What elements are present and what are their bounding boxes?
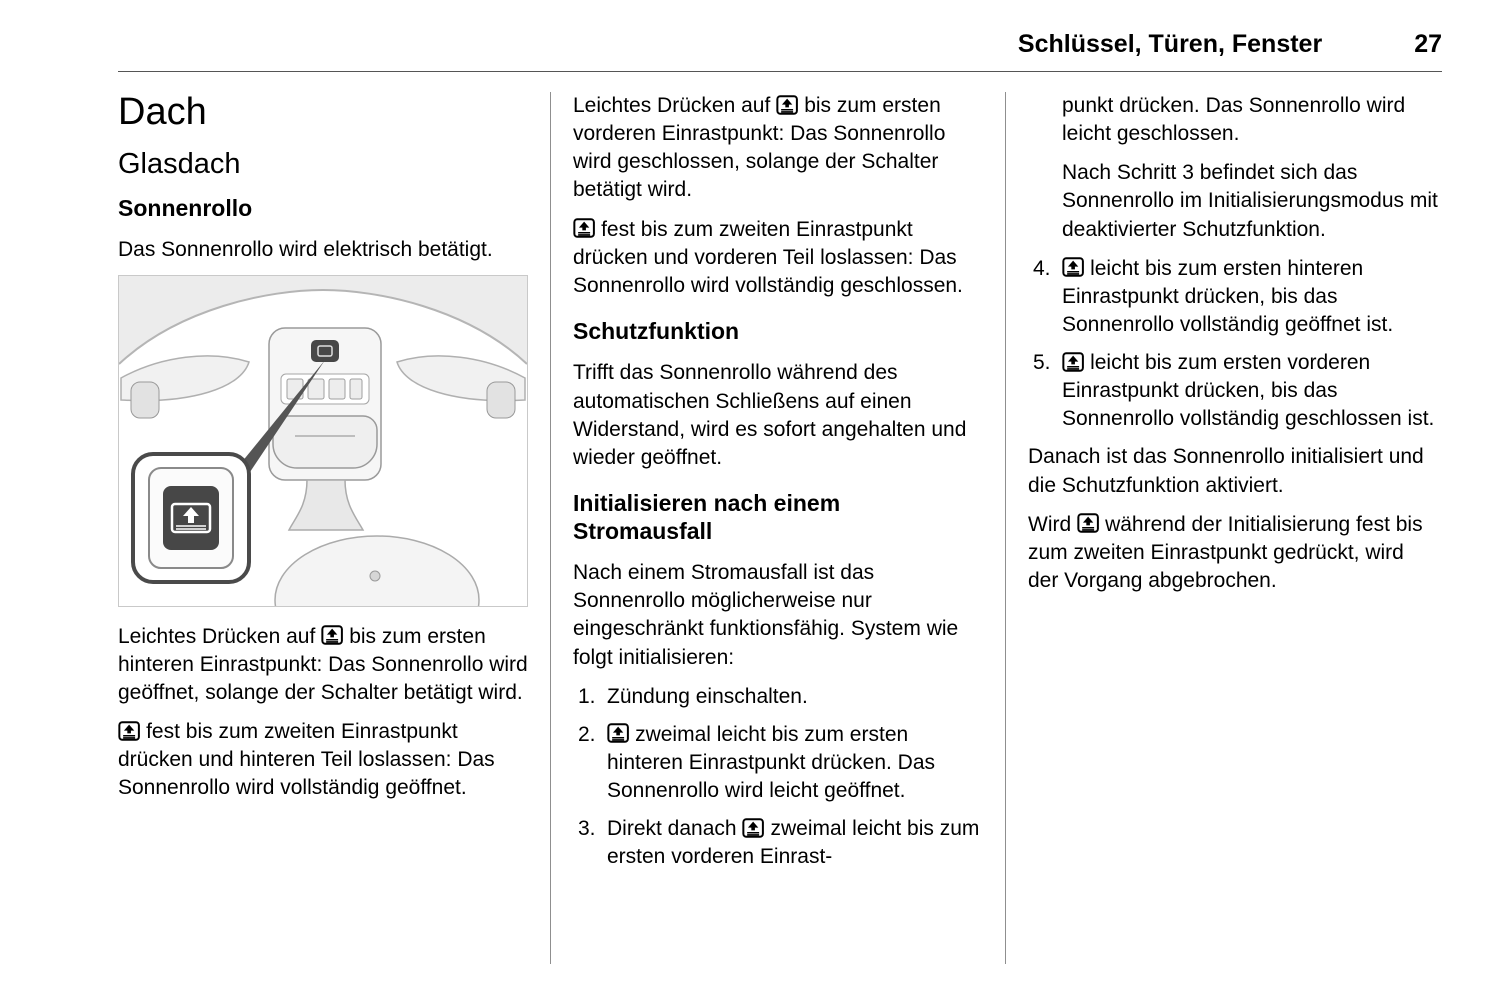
column-separator-1 (550, 92, 551, 964)
overhead-console (269, 328, 381, 480)
header-rule (118, 71, 1442, 72)
column-3 (1028, 92, 1438, 964)
sunroof-switch-icon (1077, 513, 1099, 533)
list-item-1 (573, 683, 983, 711)
heading-dach: Dach (118, 91, 207, 133)
list-text: Zündung einschalten. (607, 684, 808, 708)
list-text: leicht bis zum ersten hinteren Einrastpunkt drücken, bis das Sonnenrollo vollständig geöffnet ist. (1062, 256, 1394, 336)
list-item-4 (1028, 255, 1438, 339)
list-number: 3. (578, 817, 596, 841)
heading-sonnenrollo: Sonnenrollo (118, 195, 253, 222)
list-number: 4. (1033, 256, 1051, 280)
paragraph-item3-continued: punkt drücken. Das Sonnenrollo wird leicht geschlossen. (1062, 94, 1406, 146)
grab-handle-left (131, 382, 159, 418)
paragraph-initialisieren: Nach einem Stromausfall ist das Sonnenrollo möglicherweise nur eingeschränkt funktionsfähig. System wie folgt initialisieren: (573, 561, 959, 669)
paragraph-close-2: fest bis zum zweiten Einrastpunkt drücken und vorderen Teil loslassen: Das Sonnenrollo wird vollständig geschlossen. (573, 217, 963, 297)
sunroof-switch-icon (742, 818, 764, 838)
list-item-3 (573, 815, 983, 871)
list-item-5 (1028, 349, 1438, 433)
paragraph-schritt3: Nach Schritt 3 befindet sich das Sonnenrollo im Initialisierungsmodus mit deaktivierter Schutzfunktion. (1062, 161, 1438, 241)
grab-handle-right (487, 382, 515, 418)
page-header (118, 30, 1442, 71)
list-number: 5. (1033, 351, 1051, 374)
sunroof-switch-icon (321, 625, 343, 645)
list-number: 2. (578, 722, 596, 746)
sunroof-switch-icon (776, 95, 798, 115)
paragraph-open-1: Leichtes Drücken auf bis zum ersten hinteren Einrastpunkt: Das Sonnenrollo wird geöffnet, solange der Schalter betätigt wird. (118, 624, 528, 704)
paragraph-intro: Das Sonnenrollo wird elektrisch betätigt. (118, 237, 493, 261)
content-columns (118, 92, 1442, 964)
paragraph-schutzfunktion: Trifft das Sonnenrollo während des automatischen Schließens auf einen Widerstand, wird es sofort angehalten und wieder geöffnet. (573, 361, 967, 469)
roof-console-illustration (119, 276, 527, 606)
heading-schutzfunktion: Schutzfunktion (573, 317, 740, 344)
list-text: Direkt danach zweimal leicht bis zum ersten vorderen Einrast- (607, 817, 980, 869)
paragraph-close-1: Leichtes Drücken auf bis zum ersten vorderen Einrastpunkt: Das Sonnenrollo wird geschlossen, solange der Schalter betätigt wird. (573, 94, 946, 202)
column-1 (118, 92, 528, 964)
page-number: 27 (1414, 30, 1442, 58)
sunroof-switch-icon (1062, 257, 1084, 277)
heading-glasdach: Glasdach (118, 147, 241, 180)
list-text: zweimal leicht bis zum ersten hinteren Einrastpunkt drücken. Das Sonnenrollo wird leicht geöffnet. (607, 722, 936, 803)
paragraph-danach: Danach ist das Sonnenrollo initialisiert und die Schutzfunktion aktiviert. (1028, 445, 1424, 497)
switch-callout-inset (133, 454, 249, 582)
sunroof-switch-on-console (311, 340, 339, 362)
paragraph-abbruch: Wird während der Initialisierung fest bis zum zweiten Einrastpunkt gedrückt, wird der Vorgang abgebrochen. (1028, 512, 1423, 592)
sunroof-switch-icon (573, 218, 595, 238)
heading-initialisieren: Initialisieren nach einem Stromausfall (573, 489, 841, 544)
section-title: Schlüssel, Türen, Fenster (1017, 30, 1323, 58)
list-item-2 (573, 721, 983, 805)
sunroof-switch-icon (1062, 352, 1084, 372)
column-2 (573, 92, 983, 964)
roof-console-figure (118, 275, 528, 607)
paragraph-open-2: fest bis zum zweiten Einrastpunkt drücken und hinteren Teil loslassen: Das Sonnenrollo wird vollständig geöffnet. (118, 720, 495, 800)
sunroof-switch-icon (607, 723, 629, 743)
list-text: leicht bis zum ersten vorderen Einrastpunkt drücken, bis das Sonnenrollo vollständig geschlossen ist. (1062, 351, 1435, 431)
list-number: 1. (578, 684, 596, 708)
sunroof-switch-icon (118, 721, 140, 741)
column-separator-2 (1005, 92, 1006, 964)
